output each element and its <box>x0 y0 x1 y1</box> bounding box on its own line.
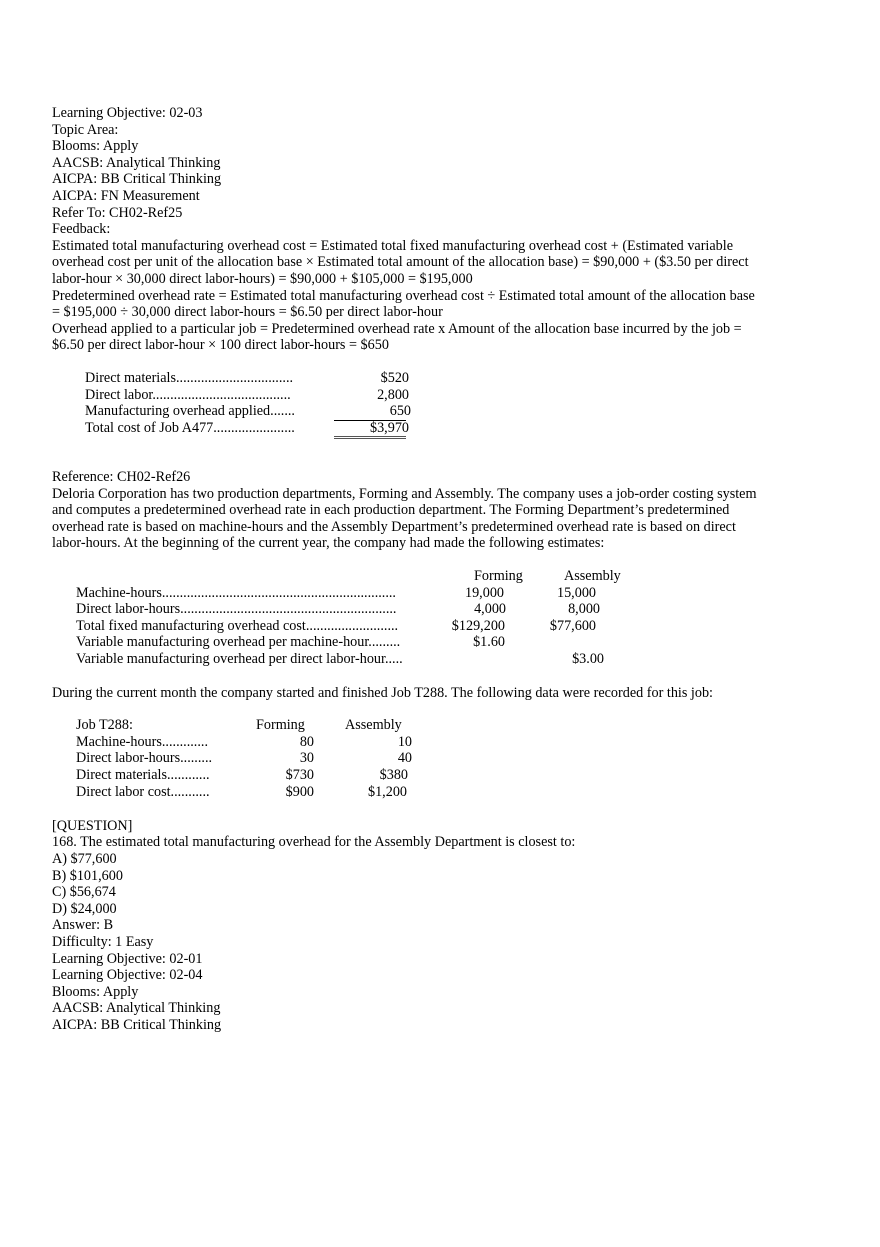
job-intro: During the current month the company started and finished Job T288. The following data were recorded for this job: <box>52 684 713 701</box>
job-forming-value: 80 <box>299 733 314 750</box>
reference-body: Deloria Corporation has two production departments, Forming and Assembly. The company uses a job-order costing system and computes a predetermined overhead rate in each production department. The Forming Department’s predetermined overhead rate is based on machine-hours and the Assembly Department’s predetermined overhead rate is based on direct labor-hours. At the beginning of the current year, the company had made the following estimates: <box>52 485 757 552</box>
estimates-assembly-value: $77,600 <box>549 617 596 634</box>
job-label: Direct labor cost........... <box>76 783 210 800</box>
question-meta-line: Difficulty: 1 Easy <box>52 934 154 950</box>
job-assembly-value: $380 <box>379 767 408 784</box>
question-meta-line: Learning Objective: 02-01 <box>52 950 203 967</box>
estimates-assembly-value: 15,000 <box>556 584 596 601</box>
meta-top <box>52 105 762 238</box>
document-page <box>52 105 762 1034</box>
feedback-paragraph: Predetermined overhead rate = Estimated total manufacturing overhead cost ÷ Estimated total amount of the allocation base = $195,000 ÷ 30,000 direct labor-hours = $6.50 per direct labor-hour <box>52 287 755 321</box>
job-forming-value: 30 <box>299 750 314 767</box>
cost-row <box>85 420 485 437</box>
job-title: Job T288: <box>76 717 133 734</box>
job-forming-value: $730 <box>285 767 314 784</box>
question-stem: 168. The estimated total manufacturing overhead for the Assembly Department is closest to: <box>52 834 576 851</box>
estimates-label: Total fixed manufacturing overhead cost.......................... <box>76 617 399 634</box>
meta-line: AICPA: FN Measurement <box>52 187 200 204</box>
reference-title: Reference: CH02-Ref26 <box>52 469 191 486</box>
estimates-assembly-value: 8,000 <box>568 601 600 618</box>
estimates-header-forming: Forming <box>474 568 523 585</box>
estimates-label: Direct labor-hours............................................................. <box>76 601 397 618</box>
question-meta-line: AACSB: Analytical Thinking <box>52 1000 221 1017</box>
estimates-forming-value: $129,200 <box>451 617 505 634</box>
spacer <box>52 668 762 685</box>
answer-option: D) $24,000 <box>52 900 117 917</box>
question-meta-line: Blooms: Apply <box>52 983 139 1000</box>
answer-option: A) $77,600 <box>52 851 117 868</box>
meta-line: Refer To: CH02-Ref25 <box>52 204 183 221</box>
job-data-table <box>52 717 762 801</box>
meta-line: Feedback: <box>52 221 111 238</box>
job-forming-value: $900 <box>285 783 314 800</box>
feedback <box>52 238 762 354</box>
job-label: Machine-hours............. <box>76 733 208 750</box>
feedback-paragraph: Overhead applied to a particular job = Predetermined overhead rate x Amount of the allocation base incurred by the job = $6.50 per direct labor-hour × 100 direct labor-hours = $650 <box>52 320 742 354</box>
cost-label: Direct materials................................. <box>85 369 294 386</box>
estimates-label: Machine-hours.................................................................. <box>76 584 396 601</box>
question-block <box>52 818 762 1034</box>
question-meta-line: AICPA: BB Critical Thinking <box>52 1016 222 1033</box>
estimates-assembly-value: $3.00 <box>572 651 604 668</box>
cost-row <box>85 370 485 387</box>
meta-line: AICPA: BB Critical Thinking <box>52 171 222 188</box>
job-header-forming: Forming <box>256 717 305 734</box>
estimates-label: Variable manufacturing overhead per machine-hour......... <box>76 634 401 651</box>
cost-label: Direct labor....................................... <box>85 386 291 403</box>
job-assembly-value: 40 <box>397 750 412 767</box>
answer-key: Answer: B <box>52 917 114 934</box>
cost-label: Total cost of Job A477....................... <box>85 419 295 436</box>
spacer <box>52 453 762 470</box>
estimates-forming-value: 4,000 <box>474 601 506 618</box>
job-header-assembly: Assembly <box>345 717 402 734</box>
answer-option: B) $101,600 <box>52 867 123 884</box>
cost-row <box>85 387 485 404</box>
job-assembly-value: 10 <box>397 733 412 750</box>
cost-value: 650 <box>389 403 411 420</box>
spacer <box>52 801 762 818</box>
job-label: Direct labor-hours......... <box>76 750 213 767</box>
estimates-table <box>52 568 762 668</box>
meta-line: Blooms: Apply <box>52 138 139 155</box>
cost-value: $3,970 <box>369 419 409 436</box>
cost-row <box>85 403 485 420</box>
job-assembly-value: $1,200 <box>367 783 407 800</box>
meta-line: Topic Area: <box>52 121 119 138</box>
spacer <box>52 436 762 453</box>
estimates-header-assembly: Assembly <box>564 568 621 585</box>
job-cost-table <box>52 370 762 436</box>
cost-label: Manufacturing overhead applied....... <box>85 403 295 420</box>
feedback-paragraph: Estimated total manufacturing overhead cost = Estimated total fixed manufacturing overhead cost + (Estimated variable overhead cost per unit of the allocation base × Estimated total amount of the allocation base) = $90,000 + ($3.50 per direct labor-hour × 30,000 direct labor-hours) = $90,000 + $105,000 = $195,000 <box>52 237 749 287</box>
meta-line: Learning Objective: 02-03 <box>52 105 203 121</box>
total-double-rule <box>334 436 406 439</box>
cost-value: $520 <box>380 369 409 386</box>
estimates-forming-value: $1.60 <box>473 634 505 651</box>
estimates-forming-value: 19,000 <box>464 584 504 601</box>
meta-line: AACSB: Analytical Thinking <box>52 154 221 171</box>
question-meta-line: Learning Objective: 02-04 <box>52 967 203 984</box>
subtotal-rule <box>334 420 406 421</box>
cost-value: 2,800 <box>377 386 409 403</box>
job-label: Direct materials............ <box>76 767 210 784</box>
estimates-label: Variable manufacturing overhead per direct labor-hour..... <box>76 651 403 668</box>
question-tag: [QUESTION] <box>52 817 133 834</box>
answer-option: C) $56,674 <box>52 884 116 901</box>
